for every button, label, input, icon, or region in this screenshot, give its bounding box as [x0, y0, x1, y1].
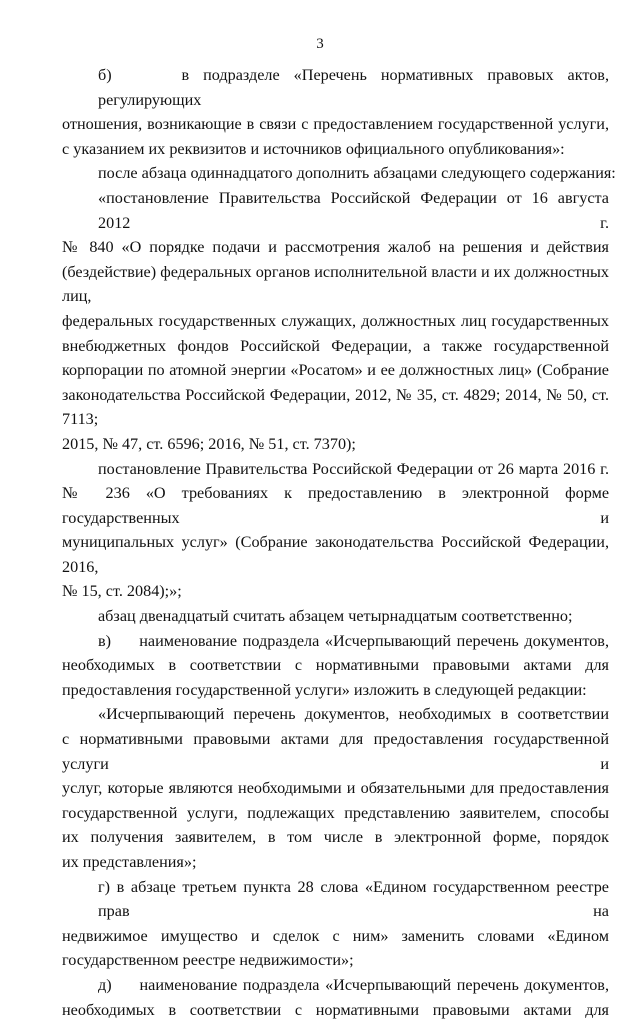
text-line: № 840 «О порядке подачи и рассмотрения жалоб на решения и действия [62, 238, 609, 257]
text-line: услуг, которые являются необходимыми и обязательными для предоставления [62, 779, 609, 798]
text-line: после абзаца одиннадцатого дополнить абзацами следующего содержания: [98, 164, 616, 183]
text-line: государственном реестре недвижимости»; [62, 951, 354, 970]
text-line: необходимых в соответствии с нормативными правовыми актами для [62, 656, 609, 675]
document-body [62, 63, 616, 1022]
text-line: 2015, № 47, ст. 6596; 2016, № 51, ст. 7370); [62, 434, 356, 453]
text-line: «постановление Правительства Российской Федерации от 16 августа 2012 г. [98, 188, 609, 232]
text-line: в) наименование подраздела «Исчерпывающий перечень документов, [98, 631, 609, 650]
text-line: (бездействие) федеральных органов исполнительной власти и их должностных лиц, [62, 262, 609, 306]
text-line: предоставления государственной услуги» изложить в следующей редакции: [62, 680, 587, 699]
text-line: № 15, ст. 2084);»; [62, 582, 182, 601]
text-line: недвижимое имущество и сделок с ним» заменить словами «Едином [62, 926, 609, 945]
text-line: «Исчерпывающий перечень документов, необходимых в соответствии [98, 705, 609, 724]
text-line: государственной услуги, подлежащих представлению заявителем, способы [62, 803, 609, 822]
text-line: б) в подразделе «Перечень нормативных правовых актов, регулирующих [98, 66, 609, 109]
text-line: необходимых в соответствии с нормативными правовыми актами для [62, 1000, 609, 1019]
text-line: их представления»; [62, 853, 197, 871]
page-number: 3 [316, 36, 324, 52]
text-line: д) наименование подраздела «Исчерпывающий перечень документов, [98, 975, 609, 994]
text-line: абзац двенадцатый считать абзацем четырнадцатым соответственно; [98, 607, 573, 626]
text-line: законодательства Российской Федерации, 2012, № 35, ст. 4829; 2014, № 50, ст. 7113; [62, 385, 609, 429]
text-line: корпорации по атомной энергии «Росатом» и ее должностных лиц» (Собрание [62, 361, 609, 380]
text-line: с нормативными правовыми актами для предоставления государственной услуги и [62, 730, 609, 773]
text-line: постановление Правительства Российской Федерации от 26 марта 2016 г. [98, 459, 609, 478]
text-line: № 236 «О требованиях к предоставлению в электронной форме государственных и [62, 484, 609, 527]
text-line: г) в абзаце третьем пункта 28 слова «Едином государственном реестре прав на [98, 877, 609, 921]
text-line: с указанием их реквизитов и источников официального опубликования»: [62, 139, 565, 158]
text-line: отношения, возникающие в связи с предоставлением государственной услуги, [62, 115, 609, 134]
text-line: внебюджетных фондов Российской Федерации, а также государственной [62, 336, 609, 355]
text-line: федеральных государственных служащих, должностных лиц государственных [62, 311, 609, 330]
text-line: муниципальных услуг» (Собрание законодательства Российской Федерации, 2016, [62, 533, 609, 576]
text-line: их получения заявителем, в том числе в электронной форме, порядок [62, 828, 609, 847]
